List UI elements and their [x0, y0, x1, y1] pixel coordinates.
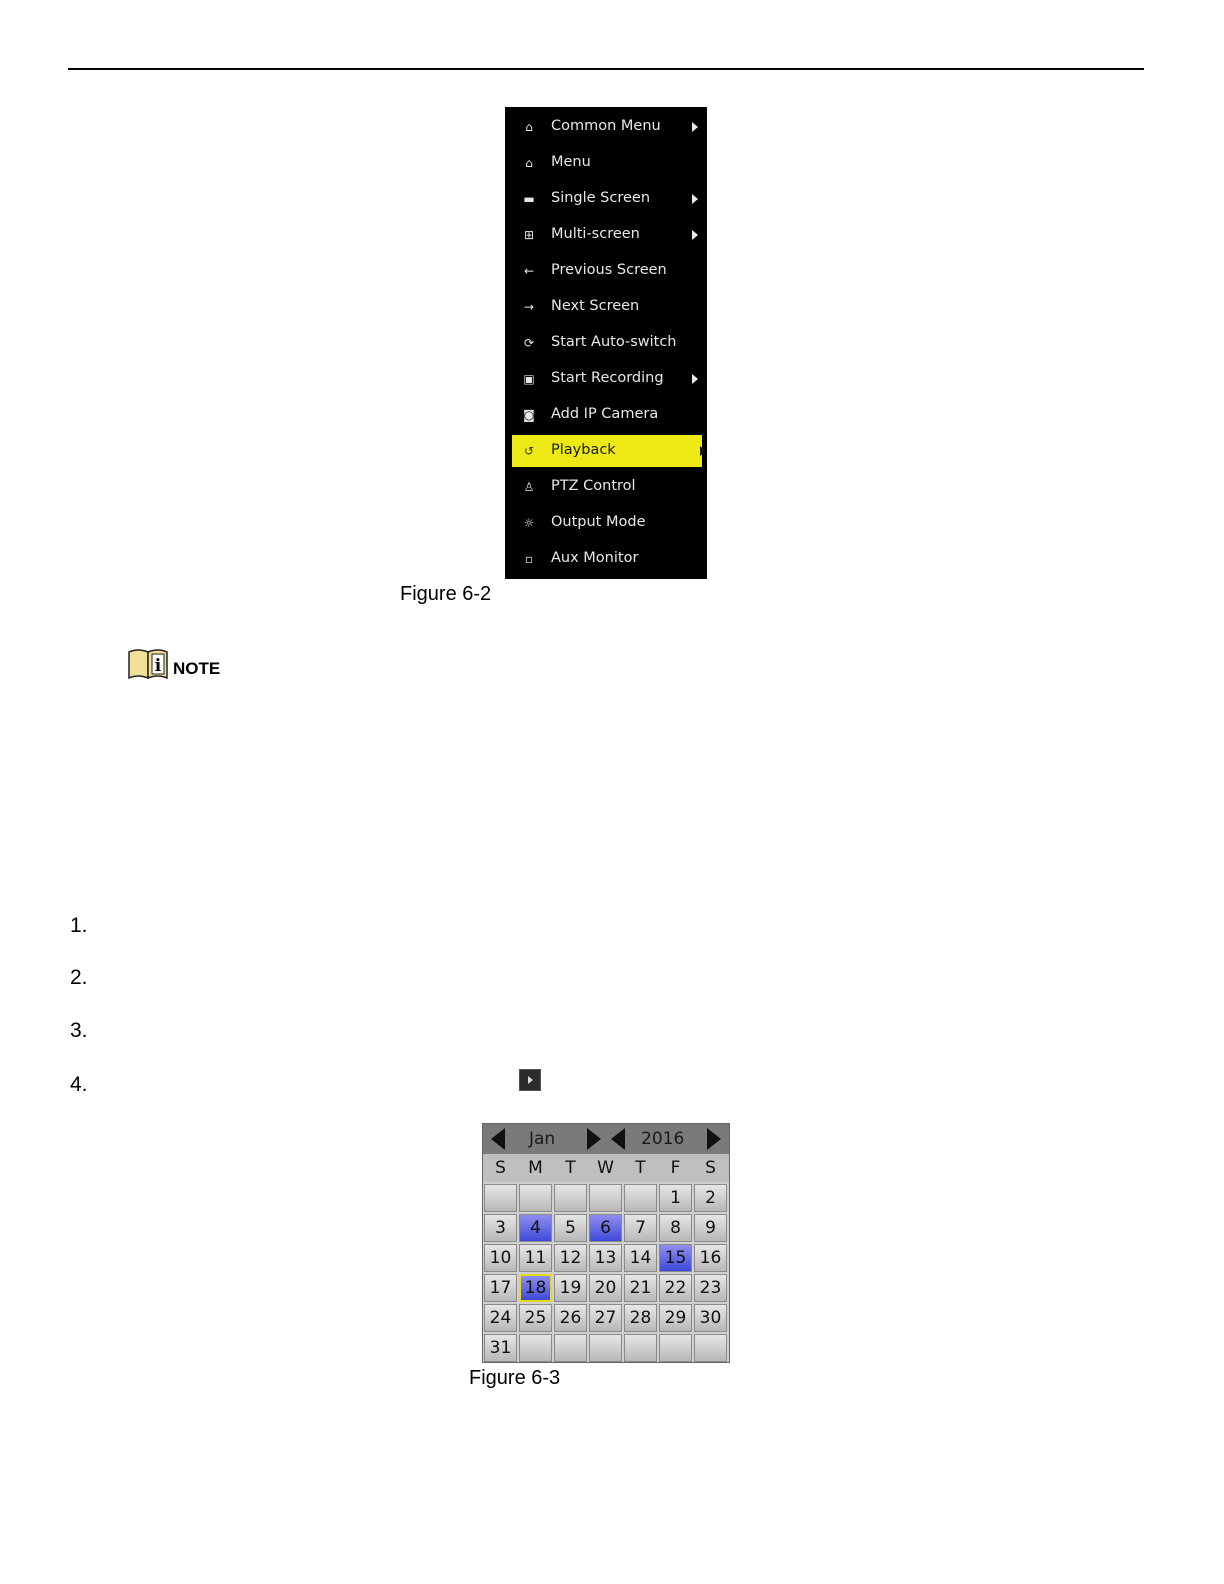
multi-screen-icon: ⊞: [523, 228, 535, 242]
calendar-day[interactable]: 15: [659, 1244, 692, 1272]
weekday-label: F: [670, 1158, 681, 1178]
calendar-day[interactable]: 24: [484, 1304, 517, 1332]
menu-item-output-mode[interactable]: [505, 505, 707, 541]
menu-item-menu[interactable]: [505, 145, 707, 181]
menu-item-ptz-control[interactable]: [505, 469, 707, 505]
menu-item-label: Aux Monitor: [551, 550, 639, 566]
calendar-day[interactable]: 7: [624, 1214, 657, 1242]
calendar-day[interactable]: 19: [554, 1274, 587, 1302]
next-year-icon[interactable]: [707, 1128, 721, 1150]
menu-item-label: Common Menu: [551, 118, 661, 134]
submenu-arrow-icon: [692, 194, 698, 204]
menu-item-label: Start Recording: [551, 370, 664, 386]
menu-item-label: Start Auto-switch: [551, 334, 677, 350]
menu-item-add-ip-camera[interactable]: [505, 397, 707, 433]
weekday-label: S: [495, 1158, 506, 1178]
calendar-day[interactable]: 22: [659, 1274, 692, 1302]
calendar-day[interactable]: 1: [659, 1184, 692, 1212]
calendar-day[interactable]: 2: [694, 1184, 727, 1212]
submenu-arrow-icon: [692, 122, 698, 132]
calendar-empty-cell: [694, 1334, 727, 1362]
calendar-day[interactable]: 10: [484, 1244, 517, 1272]
menu-item-label: Previous Screen: [551, 262, 667, 278]
prev-year-icon[interactable]: [611, 1128, 625, 1150]
refresh-icon: ⟳: [523, 336, 535, 350]
menu-item-common-menu[interactable]: [505, 109, 707, 145]
menu-item-playback[interactable]: [505, 433, 707, 469]
next-month-icon[interactable]: [587, 1128, 601, 1150]
weekday-label: T: [565, 1158, 576, 1178]
step-number-1: 1.: [70, 914, 88, 937]
add-camera-icon: ◙: [523, 408, 535, 422]
record-icon: ▣: [523, 372, 535, 386]
playback-icon: ↺: [523, 444, 535, 458]
calendar-empty-cell: [589, 1334, 622, 1362]
menu-item-single-screen[interactable]: [505, 181, 707, 217]
weekday-label: S: [705, 1158, 716, 1178]
aux-monitor-icon: ▫: [524, 552, 534, 566]
note-label: NOTE: [173, 659, 221, 678]
header-rule: [68, 68, 1144, 70]
menu-item-label: Playback: [551, 442, 616, 458]
calendar-day[interactable]: 18: [519, 1274, 552, 1302]
calendar-empty-cell: [519, 1334, 552, 1362]
info-book-icon: [127, 648, 169, 680]
submenu-arrow-icon: [692, 374, 698, 384]
menu-item-label: Multi-screen: [551, 226, 640, 242]
calendar-day[interactable]: 26: [554, 1304, 587, 1332]
context-menu: [505, 107, 707, 579]
calendar-month: Jan: [529, 1129, 556, 1149]
menu-item-aux-monitor[interactable]: [505, 541, 707, 577]
calendar-day[interactable]: 11: [519, 1244, 552, 1272]
weekday-label: M: [528, 1158, 543, 1178]
arrow-right-icon: →: [523, 300, 535, 314]
menu-item-next-screen[interactable]: [505, 289, 707, 325]
submenu-arrow-icon: [700, 446, 706, 456]
menu-item-start-recording[interactable]: [505, 361, 707, 397]
menu-item-label: Menu: [551, 154, 591, 170]
calendar-empty-cell: [554, 1334, 587, 1362]
menu-item-label: Output Mode: [551, 514, 646, 530]
calendar-day[interactable]: 9: [694, 1214, 727, 1242]
prev-month-icon[interactable]: [491, 1128, 505, 1150]
calendar-empty-cell: [589, 1184, 622, 1212]
calendar-day[interactable]: 20: [589, 1274, 622, 1302]
calendar-day[interactable]: 25: [519, 1304, 552, 1332]
calendar-empty-cell: [484, 1184, 517, 1212]
calendar-day[interactable]: 16: [694, 1244, 727, 1272]
camera-icon: ▬: [523, 192, 535, 206]
weekday-label: T: [635, 1158, 646, 1178]
calendar-day[interactable]: 8: [659, 1214, 692, 1242]
menu-item-label: Add IP Camera: [551, 406, 659, 422]
calendar-day[interactable]: 4: [519, 1214, 552, 1242]
submenu-arrow-icon: [692, 230, 698, 240]
calendar-empty-cell: [624, 1184, 657, 1212]
menu-item-label: PTZ Control: [551, 478, 636, 494]
calendar-empty-cell: [519, 1184, 552, 1212]
calendar-day[interactable]: 13: [589, 1244, 622, 1272]
output-mode-icon: ☼: [523, 516, 535, 530]
step-number-4: 4.: [70, 1073, 88, 1096]
menu-item-multi-screen[interactable]: [505, 217, 707, 253]
arrow-left-icon: ←: [523, 264, 535, 278]
note-callout: [127, 646, 220, 680]
calendar-empty-cell: [659, 1334, 692, 1362]
calendar-header: [483, 1124, 729, 1154]
menu-item-previous-screen[interactable]: [505, 253, 707, 289]
calendar-day[interactable]: 5: [554, 1214, 587, 1242]
common-menu-icon: ⌂: [525, 120, 533, 134]
ptz-icon: ♙: [523, 480, 535, 494]
svg-text:i: i: [154, 656, 162, 676]
menu-item-start-auto-switch[interactable]: [505, 325, 707, 361]
calendar-empty-cell: [624, 1334, 657, 1362]
calendar-day[interactable]: 21: [624, 1274, 657, 1302]
calendar-day[interactable]: 6: [589, 1214, 622, 1242]
calendar-day[interactable]: 28: [624, 1304, 657, 1332]
calendar-weekday-row: [483, 1154, 729, 1182]
figure-caption-6-2: Figure 6-2: [400, 583, 492, 605]
weekday-label: W: [597, 1158, 614, 1178]
calendar-year: 2016: [641, 1129, 685, 1149]
figure-caption-6-3: Figure 6-3: [469, 1367, 561, 1389]
menu-item-label: Next Screen: [551, 298, 640, 314]
calendar-day[interactable]: 3: [484, 1214, 517, 1242]
calendar-day[interactable]: 12: [554, 1244, 587, 1272]
step-number-2: 2.: [70, 966, 88, 989]
step-number-3: 3.: [70, 1019, 88, 1042]
calendar-empty-cell: [554, 1184, 587, 1212]
calendar-day[interactable]: 31: [484, 1334, 517, 1362]
calendar-day[interactable]: 17: [484, 1274, 517, 1302]
calendar-day[interactable]: 14: [624, 1244, 657, 1272]
play-button-icon[interactable]: [519, 1069, 541, 1091]
calendar-day[interactable]: 23: [694, 1274, 727, 1302]
menu-item-label: Single Screen: [551, 190, 651, 206]
playback-calendar: [482, 1123, 730, 1363]
calendar-day[interactable]: 29: [659, 1304, 692, 1332]
calendar-day[interactable]: 30: [694, 1304, 727, 1332]
calendar-day[interactable]: 27: [589, 1304, 622, 1332]
home-icon: ⌂: [525, 156, 533, 170]
